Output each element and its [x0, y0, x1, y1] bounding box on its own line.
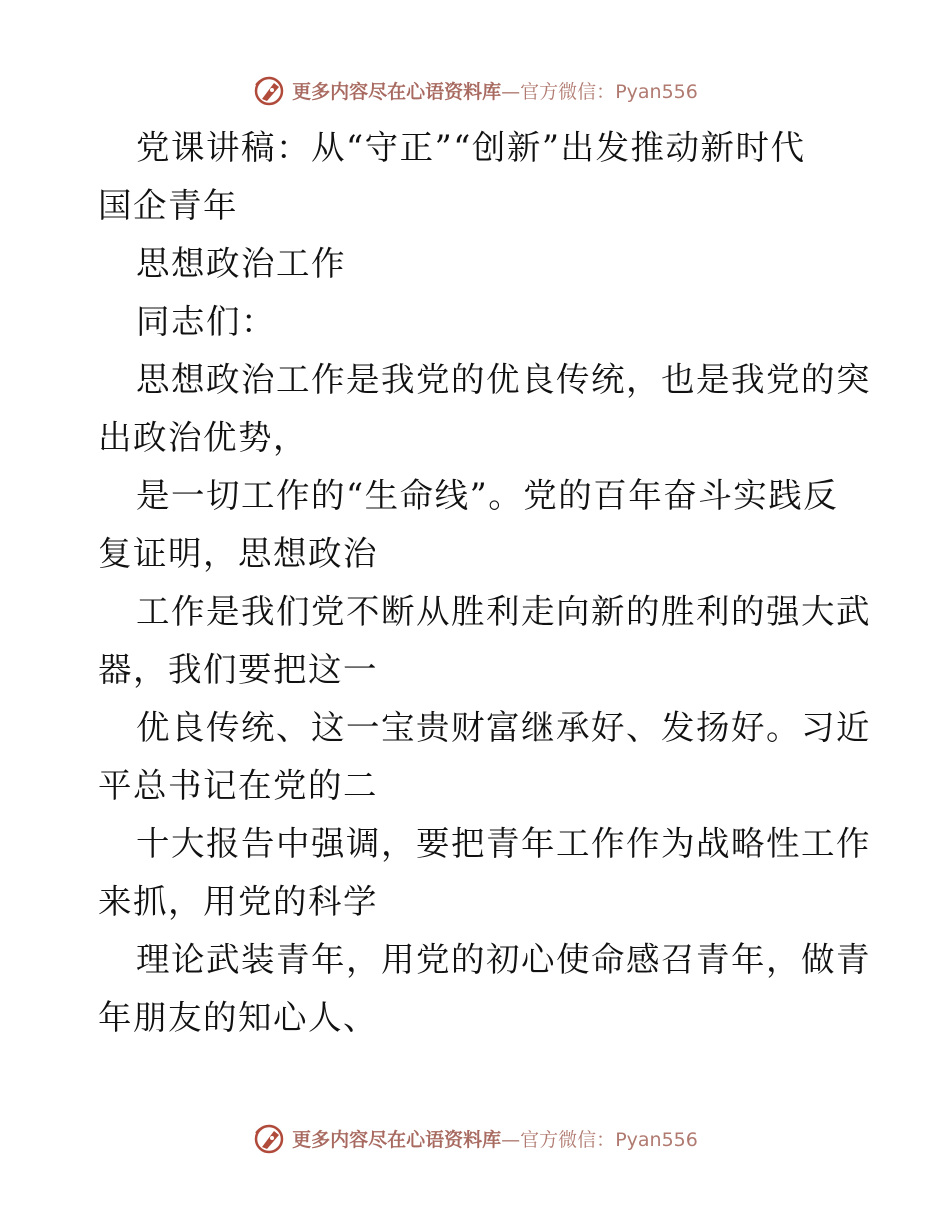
paragraph-line: 复证明，思想政治 [98, 534, 378, 573]
banner-site-text: 更多内容尽在心语资料库 [292, 1128, 502, 1151]
pen-nib-circle-icon [252, 73, 286, 107]
paragraph-line: 理论武装青年，用党的初心使命感召青年，做青 [136, 940, 871, 979]
paragraph-line: 是一切工作的“生命线”。党的百年奋斗实践反 [136, 476, 839, 515]
paragraph-line: 平总书记在党的二 [98, 766, 378, 805]
document-subtitle: 思想政治工作 [136, 244, 346, 283]
banner-wechat-id: Pyan556 [615, 80, 698, 103]
paragraph-line: 十大报告中强调，要把青年工作作为战略性工作 [136, 824, 871, 863]
paragraph-line: 工作是我们党不断从胜利走向新的胜利的强大武 [136, 592, 871, 631]
paragraph-line: 年朋友的知心人、 [98, 998, 378, 1037]
paragraph-line: 优良传统、这一宝贵财富继承好、发扬好。习近 [136, 708, 871, 747]
banner-site-text: 更多内容尽在心语资料库 [292, 80, 502, 103]
banner-wechat-id: Pyan556 [615, 1128, 698, 1151]
paragraph-line: 出政治优势， [98, 418, 308, 457]
paragraph-line: 思想政治工作是我党的优良传统，也是我党的突 [136, 360, 871, 399]
pen-nib-circle-icon [252, 1121, 286, 1155]
document-title-line-2: 国企青年 [98, 186, 238, 225]
banner-wechat-label: 官方微信： [520, 80, 616, 103]
document-body [98, 119, 871, 1047]
header-banner [0, 70, 950, 110]
paragraph-line: 来抓，用党的科学 [98, 882, 378, 921]
banner-text [292, 1125, 698, 1152]
paragraph-line: 器，我们要把这一 [98, 650, 378, 689]
banner-dash: — [501, 1128, 521, 1151]
banner-text [292, 77, 698, 104]
document-salutation: 同志们： [136, 302, 276, 341]
footer-banner [0, 1118, 950, 1158]
document-title-line-1: 党课讲稿：从“守正”“创新”出发推动新时代 [136, 128, 806, 167]
banner-wechat-label: 官方微信： [520, 1128, 616, 1151]
banner-dash: — [501, 80, 521, 103]
